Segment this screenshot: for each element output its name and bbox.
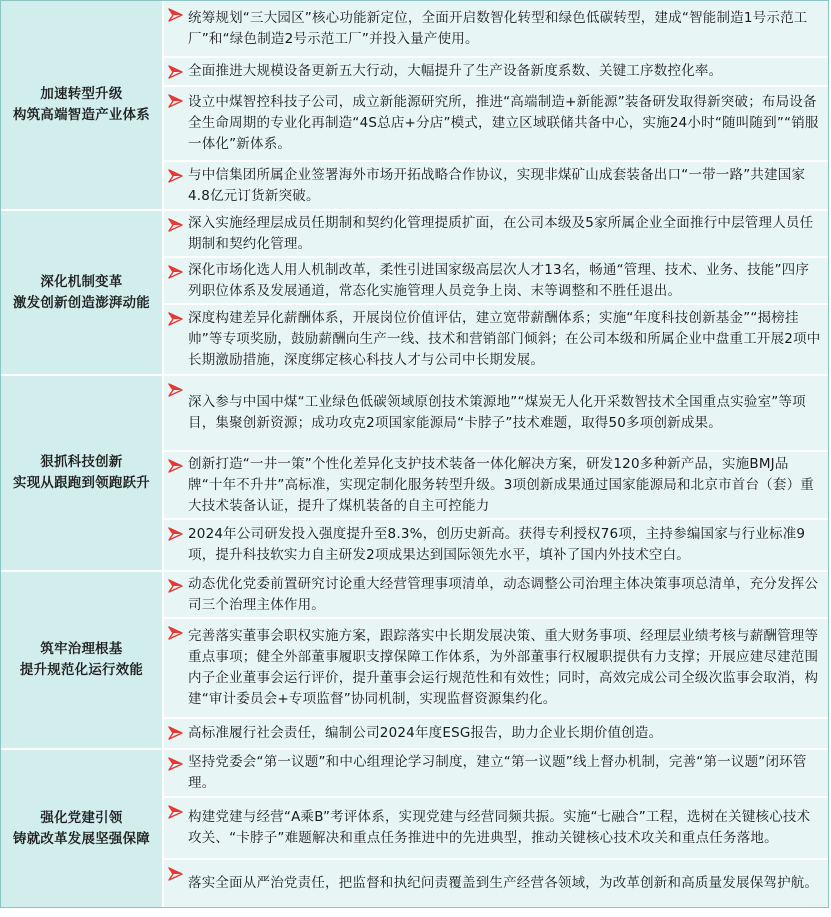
red-arrow-icon xyxy=(168,626,184,640)
list-item xyxy=(164,520,828,570)
section-items xyxy=(164,376,828,570)
list-item xyxy=(164,305,828,374)
red-arrow-icon xyxy=(168,805,184,819)
red-arrow-icon xyxy=(168,169,184,183)
list-item-text: 坚持党委会“第一议题”和中心组理论学习制度，建立“第一议题”线上督办机制，完善“第一议题”闭环管理。 xyxy=(188,754,807,791)
section-row xyxy=(1,211,828,376)
list-item xyxy=(164,258,828,305)
list-item xyxy=(164,719,828,748)
section-row xyxy=(1,572,828,750)
section-title-line: 实现从跟跑到领跑跃升 xyxy=(13,476,150,491)
list-item xyxy=(164,452,828,520)
list-item-text: 与中信集团所属企业签署海外市场开拓战略合作协议，实现非煤矿山成套装备出口“一带一路”共建国家4.8亿元订货新突破。 xyxy=(188,166,806,204)
red-arrow-icon xyxy=(168,383,184,397)
section-title-line: 提升规范化运行效能 xyxy=(19,663,144,678)
list-item xyxy=(164,376,828,452)
list-item-text: 落实全面从严治党责任，把监督和执纪问责覆盖到生产经营各领域，为改革创新和高质量发展保驾护航。 xyxy=(188,875,819,891)
section-title xyxy=(1,572,164,748)
red-arrow-icon xyxy=(168,265,184,279)
list-item-text: 深度构建差异化薪酬体系，开展岗位价值评估，建立宽带薪酬体系；实施“年度科技创新基金”“揭榜挂帅”等专项奖励，鼓励薪酬向生产一线、技术和营销部门倾斜；在公司本级和所属企业中盘重工开展2项中长期激励措施，深度绑定核心科技人才与公司中长期发展。 xyxy=(188,310,821,368)
list-item-text: 完善落实董事会职权实施方案，跟踪落实中长期发展决策、重大财务事项、经理层业绩考核与薪酬管理等重点事项；健全外部董事履职支撑保障工作体系，为外部董事行权履职提供有力支撑；开展应建尽建范围内子企业董事会运行评价，提升董事会运行规范性和有效性；同时，高效完成公司全级次监事会取消，构建“审计委员会+专项监督”协同机制，实现监督资源集约化。 xyxy=(188,628,819,707)
section-title-line: 构筑高端智造产业体系 xyxy=(13,108,150,123)
section-title-line: 筑牢治理根基 xyxy=(40,642,123,657)
list-item-text: 创新打造“一井一策”个性化差异化支护技术装备一体化解决方案，研发120多种新产品，实施BMJ品牌“十年不升井”高标准，实现定制化服务转型升级。3项创新成果通过国家能源局和北京市首台（套）重大技术装备认证，提升了煤机装备的自主可控能力 xyxy=(188,455,814,514)
red-arrow-icon xyxy=(168,867,184,881)
section-items xyxy=(164,1,828,209)
red-arrow-icon xyxy=(168,218,184,232)
list-item-text: 构建党建与经营“A乘B”考评体系，实现党建与经营同频共振。实施“七融合”工程，选树在关键核心技术攻关、“卡脖子”难题解决和重点任务推进中的先进典型，推动关键核心技术攻关和重点任务落地。 xyxy=(188,809,811,846)
section-items xyxy=(164,572,828,748)
red-arrow-icon xyxy=(168,65,184,79)
section-row xyxy=(1,376,828,572)
section-items xyxy=(164,750,828,907)
list-item-text: 2024年公司研发投入强度提升至8.3%，创历史新高。获得专利授权76项，主持参编国家与行业标准9项，提升科技软实力自主研发2项成果达到国际领先水平，填补了国内外技术空白。 xyxy=(188,526,806,563)
red-arrow-icon xyxy=(168,757,184,771)
list-item-text: 全面推进大规模设备更新五大行动，大幅提升了生产设备新度系数、关键工序数控化率。 xyxy=(188,63,723,79)
list-item-text: 深入实施经理层成员任期制和契约化管理提质扩面，在公司本级及5家所属企业全面推行中层管理人员任期制和契约化管理。 xyxy=(188,214,814,252)
red-arrow-icon xyxy=(168,579,184,593)
section-title-line: 激发创新创造澎湃动能 xyxy=(13,295,150,311)
section-title xyxy=(1,211,164,374)
list-item-text: 动态优化党委前置研究讨论重大经营管理事项清单，动态调整公司治理主体决策事项总清单，充分发挥公司三个治理主体作用。 xyxy=(188,575,819,613)
section-row xyxy=(1,750,828,907)
list-item xyxy=(164,572,828,619)
list-item xyxy=(164,798,828,860)
section-title-line: 加速转型升级 xyxy=(40,87,123,102)
red-arrow-icon xyxy=(168,94,184,108)
list-item-text: 统筹规划“三大园区”核心功能新定位，全面开启数智化转型和绿色低碳转型，建成“智能制造1号示范工厂”和“绿色制造2号示范工厂”并投入量产使用。 xyxy=(188,9,808,47)
list-item xyxy=(164,87,828,162)
section-title xyxy=(1,1,164,209)
list-item xyxy=(164,1,828,58)
section-row xyxy=(1,1,828,211)
section-title xyxy=(1,750,164,907)
list-item-text: 深入参与中国中煤“工业绿色低碳领域原创技术策源地”“煤炭无人化开采数智技术全国重点实验室”等项目，集聚创新资源；成功攻克2项国家能源局“卡脖子”技术难题，取得50多项创新成果。 xyxy=(188,394,806,431)
list-item xyxy=(164,211,828,258)
section-title-line: 狠抓科技创新 xyxy=(40,455,123,470)
list-item xyxy=(164,619,828,719)
red-arrow-icon xyxy=(168,459,184,473)
section-title-line: 强化党建引领 xyxy=(40,810,123,826)
red-arrow-icon xyxy=(168,726,184,740)
red-arrow-icon xyxy=(168,312,184,326)
list-item xyxy=(164,162,828,209)
red-arrow-icon xyxy=(168,8,184,22)
list-item xyxy=(164,860,828,907)
red-arrow-icon xyxy=(168,527,184,541)
list-item-text: 深化市场化选人用人机制改革，柔性引进国家级高层次人才13名，畅通“管理、技术、业务、技能”四序列职位体系及发展通道，常态化实施管理人员竞争上岗、末等调整和不胜任退出。 xyxy=(188,261,810,299)
list-item-text: 设立中煤智控科技子公司，成立新能源研究所，推进“高端制造+新能源”装备研发取得新突破；布局设备全生命周期的专业化再制造“4S总店+分店”模式，建立区域联储共备中心，实施24小时“随叫随到”“销服一体化”新体系。 xyxy=(188,94,819,152)
list-item-text: 高标准履行社会责任，编制公司2024年度ESG报告，助力企业长期价值创造。 xyxy=(188,725,663,741)
section-items xyxy=(164,211,828,374)
list-item xyxy=(164,58,828,87)
section-title-line: 铸就改革发展坚强保障 xyxy=(13,831,150,847)
list-item xyxy=(164,750,828,798)
section-title-line: 深化机制变革 xyxy=(40,274,123,290)
section-title xyxy=(1,376,164,570)
